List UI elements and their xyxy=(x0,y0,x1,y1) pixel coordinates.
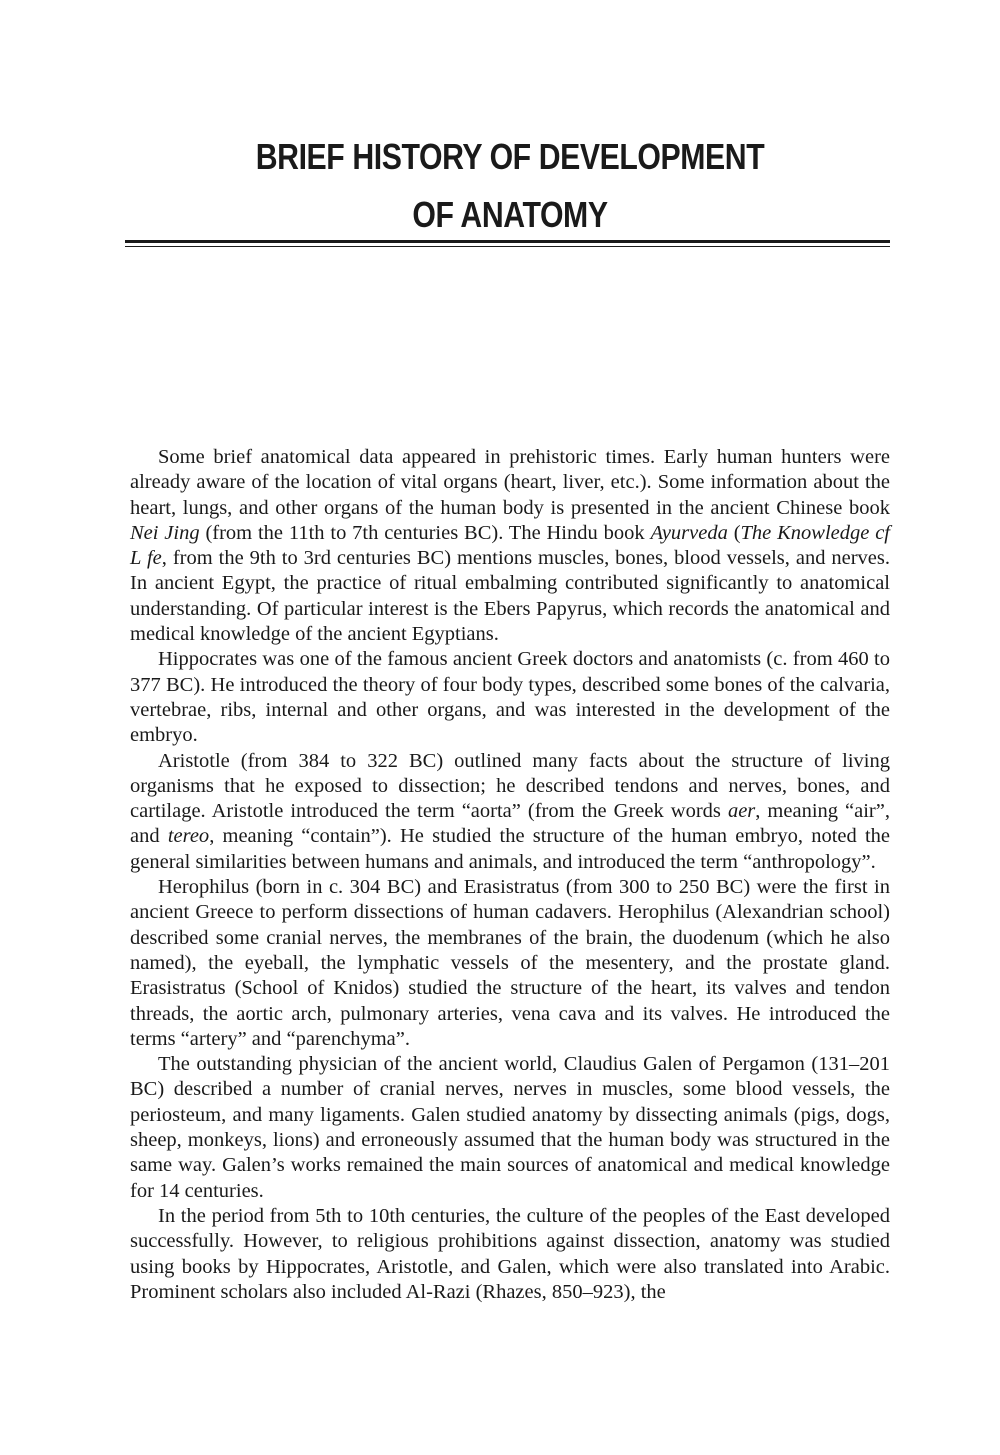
book-title-ayurveda: Ayurveda xyxy=(650,521,728,544)
paragraph-text: (from the 11th to 7th centuries BC). The Hindu book xyxy=(199,521,651,544)
title-rule-thick xyxy=(125,240,890,243)
greek-word-aer: aer xyxy=(727,800,756,823)
book-title-translation: The Knowledge cf L fe xyxy=(130,521,890,570)
paragraph-text: Some brief anatomical data appeared in prehistoric times. Early human hunters were already aware of the location of vital organs (heart, liver, etc.). Some information about the heart, lungs, and other organs of the human body is presented in the ancient Chinese book xyxy=(130,446,890,519)
body-text xyxy=(130,445,890,1305)
chapter-title-line-2: OF ANATOMY xyxy=(412,194,608,235)
title-rule-thin xyxy=(125,246,890,247)
paragraph-text: , meaning “contain”). He studied the structure of the human embryo, noted the general similarities between humans and animals, and introduced the term “anthropology”. xyxy=(130,825,890,873)
paragraph-hippocrates: Hippocrates was one of the famous ancient Greek doctors and anatomists (c. from 460 to 377 BC). He introduced the theory of four body types, described some bones of the calvaria, vertebrae, ribs, internal and other organs, and was interested in the development of the embryo. xyxy=(130,648,890,747)
paragraph-text: Aristotle (from 384 to 322 BC) outlined many facts about the structure of living organisms that he exposed to dissection; he described tendons and nerves, bones, and cartilage. Aristotle introduced the term “aorta” (from the Greek words xyxy=(130,749,890,823)
paragraph-herophilus: Herophilus (born in c. 304 BC) and Erasistratus (from 300 to 250 BC) were the first in ancient Greece to perform dissections of human cadavers. Herophilus (Alexandrian school) described some cranial nerves, the membranes of the brain, the duodenum (which he also named), the eyeball, the lymphatic vessels of the mesentery, and the prostate gland. Erasistratus (School of Knidos) studied the structure of the heart, its valves and tendon threads, the aortic arch, pulmonary arteries, vena cava and its valves. He introduced the terms “artery” and “parenchyma”. xyxy=(130,876,890,1050)
paragraph-east: In the period from 5th to 10th centuries, the culture of the peoples of the East developed successfully. However, to religious prohibitions against dissection, anatomy was studied using books by Hippocrates, Aristotle, and Galen, which were also translated into Arabic. Prominent scholars also included Al-Razi (Rhazes, 850–923), the xyxy=(130,1204,890,1303)
paragraph-aristotle xyxy=(130,749,890,875)
greek-word-tereo: tereo xyxy=(167,825,210,848)
paragraph-galen: The outstanding physician of the ancient world, Claudius Galen of Pergamon (131–201 BC) described a number of cranial nerves, nerves in muscles, some blood vessels, the periosteum, and many ligaments. Galen studied anatomy by dissecting animals (pigs, dogs, sheep, monkeys, lions) and erroneously assumed that the human body was structured in the same way. Galen’s works remained the main sources of anatomical and medical knowledge for 14 centuries. xyxy=(130,1053,890,1202)
paragraph-text: ( xyxy=(727,521,741,544)
book-title-nei-jing: Nei Jing xyxy=(130,521,200,544)
paragraph-text: , meaning “air”, and xyxy=(130,800,890,848)
chapter-title-line-1: BRIEF HISTORY OF DEVELOPMENT xyxy=(255,136,765,177)
paragraph-text: , from the 9th to 3rd centuries BC) mentions muscles, bones, blood vessels, and nerves. In ancient Egypt, the practice of ritual embalming contributed significantly to anatomical understanding. Of particular interest is the Ebers Papyrus, which records the anatomical and medical knowledge of the ancient Egyptians. xyxy=(130,547,891,646)
chapter-title xyxy=(191,128,829,244)
paragraph-ancient-sources xyxy=(130,445,890,647)
